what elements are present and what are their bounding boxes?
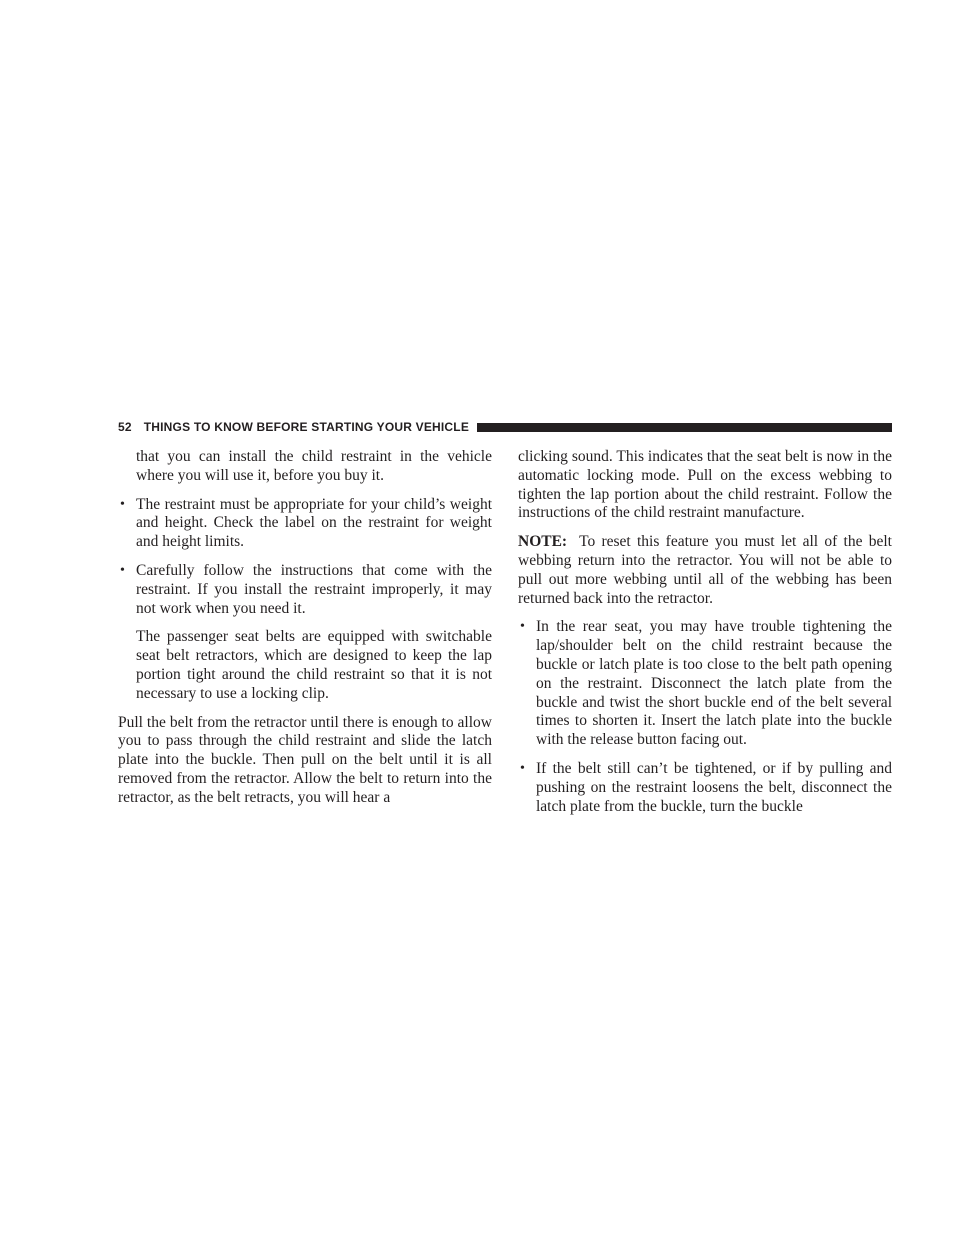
bullet-icon: •	[120, 496, 125, 512]
bullet-item	[518, 760, 892, 816]
left-column	[118, 448, 492, 818]
page-header	[118, 419, 892, 435]
page-number: 52	[118, 420, 132, 434]
bullet-item	[118, 562, 492, 618]
paragraph: The passenger seat belts are equipped with switchable seat belt retractors, which are designed to keep the lap portion tight around the child restraint so that it is not necessary to use a locking clip.	[136, 628, 492, 702]
bullet-text: If the belt still can’t be tightened, or if by pulling and pushing on the restraint loosens the belt, disconnect the latch plate from the buckle, turn the buckle	[536, 759, 892, 815]
section-title: THINGS TO KNOW BEFORE STARTING YOUR VEHICLE	[143, 420, 470, 434]
header-rule	[477, 423, 892, 432]
bullet-item	[518, 618, 892, 750]
paragraph: that you can install the child restraint in the vehicle where you will use it, before you buy it.	[136, 448, 492, 484]
bullet-text: In the rear seat, you may have trouble tightening the lap/shoulder belt on the child restraint because the buckle or latch plate is too close to the belt path opening on the restraint. Disconnect the latch plate from the buckle and twist the short buckle end of the belt several times to shorten it. Insert the latch plate into the buckle with the release button facing out.	[536, 618, 892, 749]
paragraph: Pull the belt from the retractor until there is enough to allow you to pass through the child restraint and slide the latch plate into the buckle. Then pull on the belt until it is all removed from the retractor. Allow the belt to return into the retractor, as the belt retracts, you will hear a	[118, 713, 492, 806]
bullet-text: Carefully follow the instructions that come with the restraint. If you install the restraint improperly, it may not work when you need it.	[136, 561, 492, 617]
paragraph: clicking sound. This indicates that the seat belt is now in the automatic locking mode. Pull on the excess webbing to tighten the lap portion about the child restraint. Follow the instructions of the child restraint manufacture.	[518, 448, 892, 522]
note-label: NOTE:	[518, 533, 568, 551]
right-column	[518, 448, 892, 826]
note-text: To reset this feature you must let all of the belt webbing return into the retractor. You will not be able to pull out more webbing until all of the webbing has been returned back into the retractor.	[518, 533, 892, 607]
bullet-icon: •	[120, 562, 125, 578]
bullet-icon: •	[520, 619, 525, 635]
bullet-icon: •	[520, 760, 525, 776]
bullet-text: The restraint must be appropriate for your child’s weight and height. Check the label on the restraint for weight and height limits.	[136, 495, 492, 551]
note-paragraph	[518, 533, 892, 608]
bullet-item	[118, 496, 492, 552]
